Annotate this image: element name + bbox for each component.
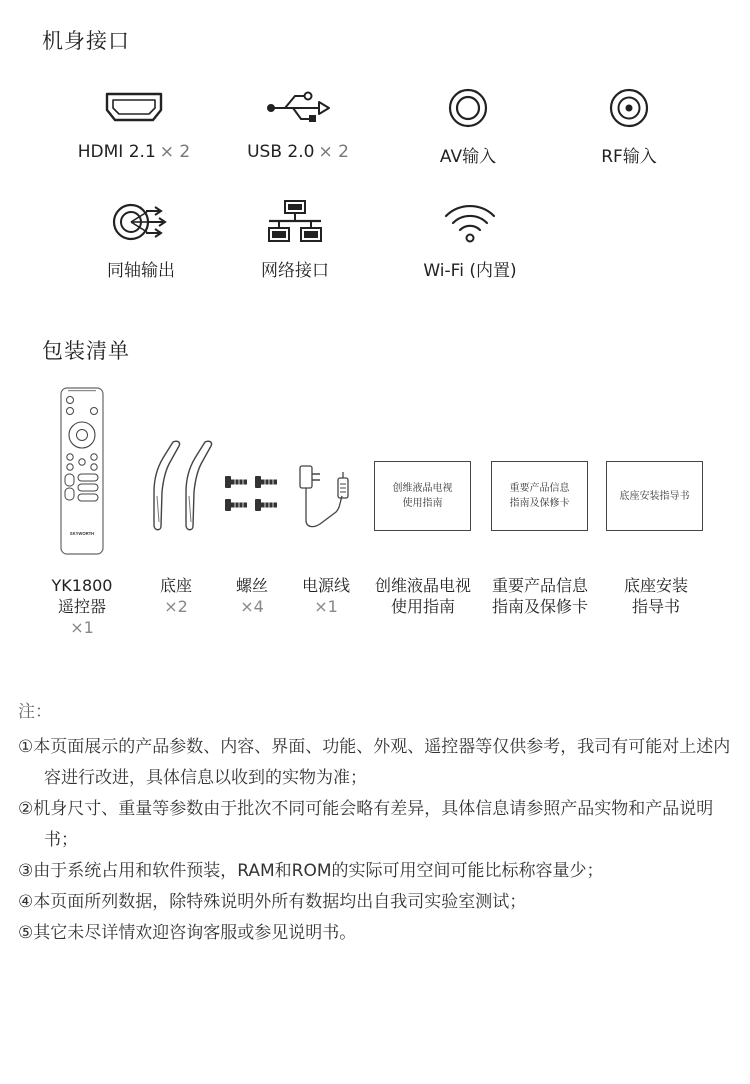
port-av-label: AV输入 (439, 147, 497, 167)
port-usb-label: USB 2.0 (247, 142, 315, 162)
port-hdmi (54, 84, 214, 162)
remote-brand-text: SKYWORTH (69, 531, 95, 536)
package-item-power-cord-name: 电源线 (301, 576, 350, 595)
power-cord-image (296, 458, 354, 536)
port-rf (549, 84, 709, 167)
package-item-remote (42, 575, 122, 638)
port-network-label: 网络接口 (261, 261, 329, 281)
port-coaxial (61, 198, 221, 281)
port-coaxial-label: 同轴输出 (107, 261, 175, 281)
note-item: ②机身尺寸、重量等参数由于批次不同可能会略有差异，具体信息请参照产品实物和产品说明书； (18, 799, 714, 850)
package-item-power-cord-qty: ×1 (314, 597, 338, 616)
port-usb-multiplier: × 2 (318, 142, 349, 162)
package-item-warranty-card-name: 重要产品信息 指南及保修卡 (491, 576, 588, 616)
screws-image (223, 471, 283, 521)
notes-section (18, 697, 734, 949)
ports-section-title: 机身接口 (42, 29, 130, 53)
port-rf-label: RF输入 (601, 147, 657, 167)
network-port-icon (215, 198, 375, 246)
coaxial-output-icon (61, 198, 221, 246)
package-item-remote-name: YK1800 遥控器 (51, 576, 113, 616)
port-hdmi-multiplier: × 2 (159, 142, 191, 162)
package-item-stand (136, 575, 216, 617)
warranty-card-booklet: 重要产品信息 指南及保修卡 (491, 461, 588, 531)
package-item-warranty-card (484, 575, 596, 617)
note-item: ④本页面所列数据，除特殊说明外所有数据均出自我司实验室测试； (18, 892, 527, 912)
note-item: ⑤其它未尽详情欢迎咨询客服或参见说明书。 (18, 923, 357, 943)
package-item-screws-name: 螺丝 (235, 576, 268, 595)
package-item-stand-name: 底座 (159, 576, 192, 595)
package-section-title: 包装清单 (42, 339, 130, 363)
package-item-screws-qty: ×4 (240, 597, 264, 616)
rf-port-icon (549, 84, 709, 132)
usb-icon (218, 84, 378, 132)
package-item-user-guide-name: 创维液晶电视 使用指南 (374, 576, 471, 616)
note-item: ①本页面展示的产品参数、内容、界面、功能、外观、遥控器等仅供参考，我司有可能对上述内容进行改进，具体信息以收到的实物为准； (18, 737, 731, 788)
port-wifi-label: Wi-Fi (内置) (423, 261, 517, 281)
package-item-user-guide (367, 575, 479, 617)
package-item-stand-guide (601, 575, 711, 617)
package-item-remote-qty: ×1 (70, 618, 94, 637)
hdmi-port-icon (54, 84, 214, 132)
user-guide-booklet: 创维液晶电视 使用指南 (374, 461, 471, 531)
stand-install-booklet: 底座安装指导书 (606, 461, 703, 531)
notes-heading: 注： (18, 702, 52, 722)
port-usb (218, 84, 378, 162)
av-port-icon (388, 84, 548, 132)
package-item-stand-qty: ×2 (164, 597, 188, 616)
stand-feet-image (143, 438, 213, 538)
port-wifi (390, 198, 550, 281)
remote-control-image (60, 387, 104, 559)
port-network (215, 198, 375, 281)
package-item-power-cord (286, 575, 366, 617)
package-item-screws (212, 575, 292, 617)
port-hdmi-label: HDMI 2.1 (77, 142, 156, 162)
package-item-stand-guide-name: 底座安装 指导书 (623, 576, 688, 616)
note-item: ③由于系统占用和软件预装，RAM和ROM的实际可用空间可能比标称容量少； (18, 861, 604, 881)
port-av (388, 84, 548, 167)
wifi-icon (390, 198, 550, 246)
